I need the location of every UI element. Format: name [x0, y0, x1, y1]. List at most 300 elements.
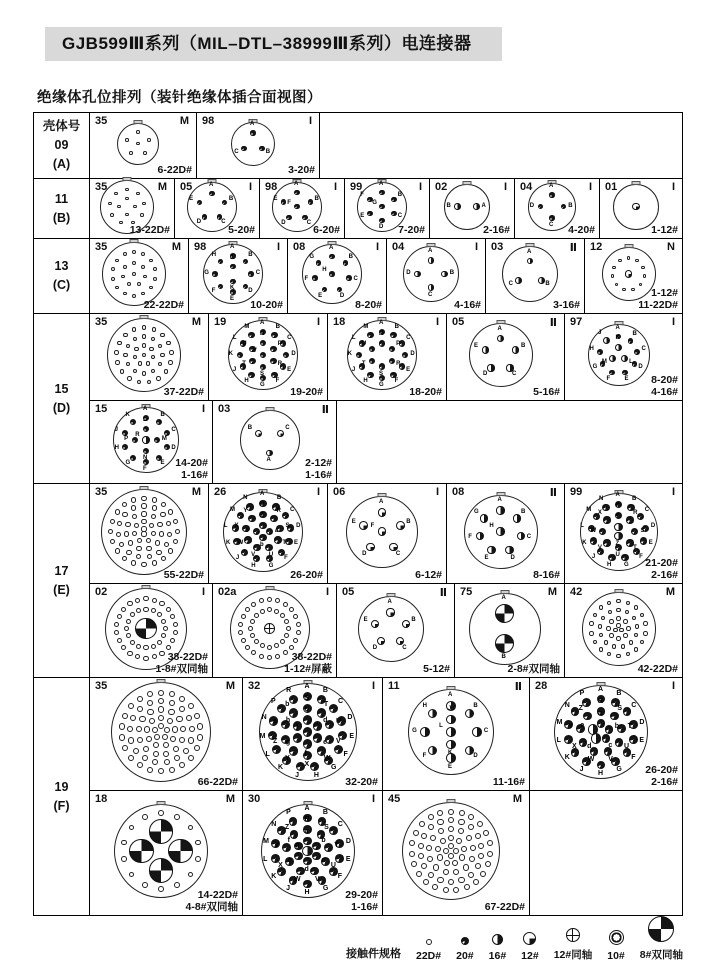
22D-contact [153, 742, 159, 748]
20-contact [283, 352, 289, 358]
caption-line: 1-12# [651, 224, 678, 237]
16-contact [142, 436, 149, 443]
contact-letter: N [261, 714, 267, 722]
contact-letter: V [335, 738, 341, 746]
22D-contact [453, 848, 459, 854]
shell-row-09 [34, 113, 682, 178]
insert-caption [638, 287, 678, 312]
contact-letter: a [304, 827, 309, 835]
insert-caption [305, 457, 332, 482]
contact-letter: B [322, 686, 328, 694]
20-contact [389, 346, 395, 352]
8twin-contact-icon [648, 916, 674, 942]
insert-id-label: 42 [570, 586, 583, 598]
legend-item-label: 12# [521, 950, 539, 962]
22D-contact [622, 288, 626, 292]
contact-letter: L [580, 523, 584, 530]
contact-letter: J [598, 330, 602, 337]
insert-cell-75 [455, 584, 565, 677]
insert-id-label: 03 [218, 403, 231, 415]
22D-contact [136, 726, 142, 732]
20-contact [266, 528, 273, 535]
insert-diagram [259, 683, 357, 781]
22D-contact [169, 700, 175, 706]
20-contact [202, 214, 207, 219]
legend-item-label: 16# [488, 950, 507, 962]
insert-caption [355, 299, 382, 312]
contact-letter: Z [284, 823, 290, 831]
contact-letter: J [114, 426, 118, 433]
22D-contact [137, 282, 141, 286]
22D-contact [141, 496, 146, 501]
22D-contact [132, 531, 137, 536]
contact-letter: d [323, 717, 328, 725]
20-contact [286, 215, 291, 220]
caption-line: 4-8#双同轴 [185, 901, 238, 914]
22D-contact [147, 709, 153, 715]
insert-id-label: 01 [605, 181, 618, 193]
contact-letter: A [501, 594, 506, 601]
contact-letter: f [287, 837, 290, 845]
20-contact [274, 536, 281, 543]
20-contact [249, 358, 255, 364]
22D-contact [169, 767, 175, 773]
contact-letter: H [363, 378, 368, 385]
polarization-key [130, 239, 139, 243]
22D-contact [296, 630, 301, 635]
caption-line: 4-20# [568, 224, 595, 237]
insert-position-label: I [671, 486, 675, 498]
insert-diagram [528, 183, 576, 231]
22D-contact [125, 138, 129, 142]
22D-contact [110, 519, 115, 524]
22D-contact [604, 640, 609, 645]
contact-letter: F [422, 753, 427, 760]
16-contact [476, 532, 484, 540]
22D-contact [141, 503, 146, 508]
contact-letter: C [287, 335, 292, 342]
16-contact [615, 344, 622, 351]
contact-letter: G [474, 508, 479, 515]
contact-letter: L [265, 750, 270, 758]
shell-row-13 [34, 238, 682, 313]
contact-letter: B [545, 280, 550, 287]
insert-diagram [588, 324, 650, 386]
contact-letter: M [244, 323, 250, 330]
20-contact [609, 370, 615, 376]
contact-letter: V [314, 875, 320, 883]
contact-letter: J [235, 554, 240, 561]
22D-contact [128, 703, 134, 709]
22D-contact [623, 633, 628, 638]
insert-cell-19 [209, 314, 328, 400]
contact-letter: D [372, 644, 378, 651]
shell-row-content [90, 179, 682, 238]
contact-letter: e [323, 738, 328, 746]
contact-letter: J [579, 766, 584, 774]
insert-subrow [90, 239, 682, 313]
caption-line: 32-20# [345, 776, 378, 789]
22D-contact [453, 887, 459, 893]
contact-letter: Y [285, 754, 290, 762]
20-contact [322, 287, 327, 292]
20-contact [143, 426, 149, 432]
22D-contact [448, 809, 454, 815]
shell-row-content [90, 239, 682, 313]
insert-id-label: 35 [95, 486, 108, 498]
insert-subrow [90, 484, 682, 583]
22D-contact [275, 654, 280, 659]
contact-letter: V [252, 347, 257, 354]
22D-contact [115, 548, 120, 553]
22D-contact [607, 652, 612, 657]
22D-contact [283, 602, 288, 607]
22D-contact [188, 703, 194, 709]
22D-contact [126, 344, 131, 349]
22D-contact [133, 205, 137, 209]
insert-position-label: I [375, 241, 379, 253]
insert-position-label: I [371, 793, 375, 805]
20-contact [313, 721, 322, 730]
22D-contact [162, 734, 168, 740]
22D-contact [136, 644, 141, 649]
22D-contact [267, 655, 272, 660]
22D-contact [173, 630, 178, 635]
caption-line: 2-8#双同轴 [507, 663, 560, 676]
16-contact [441, 271, 448, 278]
caption-line: 2-16# [651, 776, 678, 789]
insert-caption [553, 299, 580, 312]
16-contact [497, 335, 504, 342]
contact-letter: C [234, 148, 239, 155]
20-contact [241, 549, 248, 556]
contact-letter: F [343, 750, 348, 758]
16-contact [527, 258, 534, 265]
22D-contact [158, 362, 163, 367]
caption-line: 1-16# [351, 901, 378, 914]
22D-contact [147, 700, 153, 706]
22D-contact [643, 631, 648, 636]
16-contact [480, 514, 488, 522]
22D-contact [475, 863, 481, 869]
polarization-key [632, 181, 641, 185]
contact-letter: B [473, 702, 478, 709]
20-contact [285, 538, 292, 545]
22D-contact [616, 623, 621, 628]
contact-letter: K [564, 754, 570, 762]
contact-letter: D [347, 714, 353, 722]
22D-contact [143, 746, 149, 752]
12-contact [366, 543, 375, 552]
insert-caption [454, 299, 481, 312]
polarization-key [123, 177, 132, 181]
20-contact [248, 515, 255, 522]
insert-position-label: M [225, 793, 235, 805]
22D-contact [143, 275, 147, 279]
22D-contact [127, 651, 132, 656]
caption-line: 42-22D# [637, 663, 678, 676]
22D-contact [626, 601, 631, 606]
contact-letter: D [639, 718, 645, 726]
contact-letter: E [318, 292, 323, 299]
contact-letter: C [512, 370, 517, 377]
contact-letter: Y [615, 513, 620, 520]
contact-letter: C [337, 820, 343, 828]
caption-line: 1-16# [181, 469, 208, 482]
20-contact [597, 761, 606, 770]
8twin-contact [149, 858, 174, 883]
22D-contact [241, 638, 246, 643]
22D-contact [423, 879, 429, 885]
22D-contact [468, 814, 474, 820]
22D-contact [189, 726, 195, 732]
22D-contact [186, 715, 192, 721]
20-contact [289, 695, 298, 704]
contact-letter: B [160, 411, 165, 418]
16-contact [621, 355, 628, 362]
contact-letter: S [640, 527, 645, 534]
22D-contact [251, 650, 256, 655]
insert-position-label: Ⅱ [549, 317, 557, 329]
22D-contact [128, 737, 134, 743]
22D-contact [166, 521, 171, 526]
contact-letter: V [251, 551, 256, 558]
22D-contact [158, 768, 164, 774]
insert-caption [507, 663, 560, 676]
insert-caption [645, 764, 678, 789]
contact-letter: e [287, 856, 292, 864]
22D-contact [158, 715, 164, 721]
22D-contact [121, 856, 127, 862]
contact-letter: D [473, 753, 478, 760]
16-contact [513, 514, 521, 522]
contact-letter: B [276, 495, 282, 502]
contact-letter: C [289, 506, 295, 513]
22D-contact [634, 647, 639, 652]
insert-caption [423, 663, 450, 676]
contact-letter: S [324, 823, 329, 831]
contact-letter: f [304, 749, 307, 757]
contact-letter: C [549, 221, 554, 228]
22D-contact [188, 825, 194, 831]
22D-contact [140, 213, 144, 217]
insert-id-label: 05 [452, 316, 465, 328]
contact-letter: D [296, 523, 301, 530]
22D-contact [144, 726, 150, 732]
insert-id-label: 18 [333, 316, 346, 328]
22D-contact [142, 755, 148, 761]
insert-caption [198, 776, 238, 789]
22D-contact [459, 854, 465, 860]
16-contact [591, 733, 602, 744]
20-contact [296, 867, 305, 876]
insert-position-label: I [201, 586, 205, 598]
22D-contact [635, 259, 639, 263]
caption-line: 18-20# [409, 386, 442, 399]
contact-letter: E [360, 213, 365, 220]
22D-contact [453, 869, 459, 875]
12-contact [378, 527, 387, 536]
insert-cell-26 [209, 484, 328, 583]
contact-letter: G [268, 562, 274, 569]
22D-contact [437, 854, 443, 860]
12-contact [396, 521, 405, 530]
22D-contact [631, 288, 635, 292]
contact-letter: Y [274, 841, 280, 849]
22D-contact [435, 846, 441, 852]
22D-contact [161, 556, 166, 561]
insert-position-label: M [191, 486, 201, 498]
22D-contact [426, 845, 432, 851]
insert-diagram [347, 320, 417, 390]
22D-contact [163, 742, 169, 748]
22D-contact [168, 709, 174, 715]
20-contact [367, 372, 373, 378]
caption-line: 29-20# [345, 888, 378, 901]
shell-row-19 [34, 677, 682, 915]
insert-subrow [90, 113, 682, 178]
22D-contact [121, 607, 126, 612]
caption-line: 2-12# [305, 456, 332, 469]
22D-contact [158, 886, 164, 892]
insert-id-label: 18 [95, 793, 108, 805]
insert-position-label: I [418, 181, 422, 193]
20-contact [164, 444, 170, 450]
contact-letter: E [648, 540, 653, 547]
insert-cell-05 [447, 314, 565, 400]
22D-contact [127, 282, 131, 286]
insert-id-label: 02 [95, 586, 108, 598]
insert-position-label: M [157, 181, 167, 193]
22D-contact [643, 621, 648, 626]
22D-contact [142, 353, 147, 358]
contact-letter: H [589, 346, 594, 353]
insert-cell-30 [243, 791, 383, 915]
12coax-contact-icon [566, 928, 580, 942]
insert-caption [250, 299, 283, 312]
legend-item-10 [607, 930, 625, 962]
contact-letter: N [598, 495, 604, 502]
22D-contact [194, 745, 200, 751]
polarization-key [614, 589, 623, 593]
contact-letter: A [615, 491, 620, 498]
section-subtitle: 绝缘体孔位排列（装针绝缘体插合面视图） [37, 90, 322, 106]
22D-contact [157, 522, 162, 527]
22D-contact [625, 610, 630, 615]
20-contact [337, 287, 342, 292]
contact-letter: K [225, 540, 231, 547]
8twin-contact [168, 839, 193, 864]
contact-letter: T [242, 361, 246, 368]
22D-contact [131, 560, 136, 565]
12coax-contact [264, 623, 275, 634]
12-contact [371, 620, 379, 628]
caption-line: 13-22D# [129, 224, 170, 237]
insert-cell-35 [90, 484, 209, 583]
legend-item-12coax [554, 928, 593, 962]
shell-row-content [90, 113, 682, 178]
contact-letter: F [275, 378, 280, 385]
22D-contact [119, 542, 124, 547]
insert-cell-08 [447, 484, 565, 583]
22D-contact [452, 860, 458, 866]
22D-contact [293, 638, 298, 643]
22D-contact [284, 633, 289, 638]
22D-contact [153, 267, 157, 271]
insert-position-label: M [225, 680, 235, 692]
insert-caption [533, 386, 560, 399]
contact-letter: g [295, 841, 300, 849]
22D-contact [123, 265, 127, 269]
20-contact [389, 358, 395, 364]
22D-contact [147, 691, 153, 697]
22D-contact [149, 347, 154, 352]
caption-line: 19-20# [290, 386, 323, 399]
insert-diagram [402, 802, 500, 900]
caption-line: 38-22D# [291, 650, 332, 663]
22D-contact [147, 380, 152, 385]
legend-item-22d [416, 939, 441, 962]
20-contact [356, 352, 362, 358]
22D-contact [433, 864, 439, 870]
22D-contact [141, 292, 145, 296]
22D-contact [275, 598, 280, 603]
insert-diagram [240, 410, 300, 470]
22D-contact [176, 716, 182, 722]
22D-contact [250, 619, 255, 624]
20-contact [603, 516, 610, 523]
20-contact [244, 536, 251, 543]
16-contact [472, 727, 482, 737]
insert-id-label: 04 [520, 181, 533, 193]
22D-contact [174, 755, 180, 761]
insert-position-label: I [201, 403, 205, 415]
contact-letter: J [286, 885, 290, 893]
22D-contact [175, 529, 180, 534]
22D-contact [143, 645, 148, 650]
contact-letter: M [259, 732, 266, 740]
22D-contact [161, 633, 166, 638]
22D-contact [627, 256, 631, 260]
insert-position-label: I [503, 181, 507, 193]
22D-contact [152, 505, 157, 510]
contact-letter: B [265, 148, 271, 155]
22D-contact [126, 619, 131, 624]
contact-letter: B [275, 323, 280, 330]
20-contact [549, 192, 554, 197]
22D-contact [159, 531, 164, 536]
contact-letter: X [278, 862, 283, 870]
22D-contact [163, 626, 168, 631]
shell-number: 13 [54, 259, 69, 274]
20-contact [130, 419, 136, 425]
insert-diagram [117, 123, 159, 165]
22D-contact [147, 767, 153, 773]
22D-contact [124, 531, 129, 536]
polarization-key [500, 590, 509, 594]
20-contact [390, 332, 396, 338]
22D-contact [487, 840, 493, 846]
contact-letter: S [285, 523, 290, 529]
contact-letter: G [412, 728, 417, 734]
22D-contact [108, 202, 112, 206]
contact-letter: E [349, 732, 354, 740]
22D-contact [245, 607, 250, 612]
insert-cell-02a [213, 584, 337, 677]
22D-contact [137, 538, 142, 543]
contact-letter: K [230, 285, 235, 292]
22D-contact [131, 505, 136, 510]
